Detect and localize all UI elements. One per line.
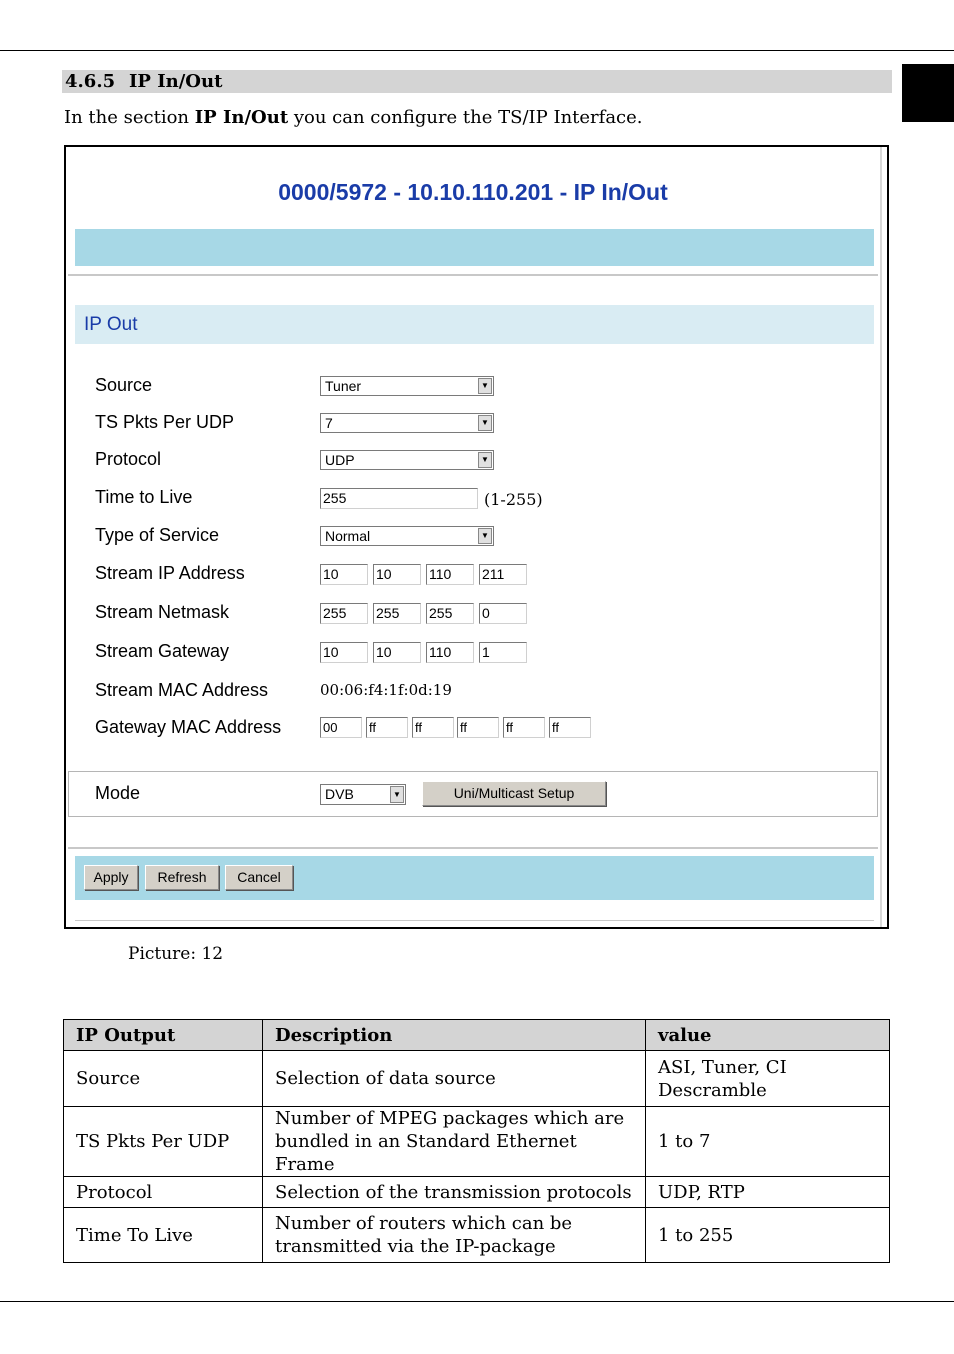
section-heading	[62, 70, 892, 93]
ip-output-table	[63, 1019, 890, 1263]
gateway-octet-3[interactable]: 110	[426, 642, 474, 663]
stream-ip-octet-4[interactable]: 211	[479, 564, 527, 585]
page-title: 0000/5972 - 10.10.110.201 - IP In/Out	[278, 179, 668, 205]
header-ip-output: IP Output	[64, 1020, 263, 1051]
intro-text-bold: IP In/Out	[194, 107, 289, 128]
value-line: UDP, RTP	[658, 1181, 745, 1203]
ts-pkts-select-value: 7	[325, 415, 333, 431]
row-name: Protocol	[64, 1177, 263, 1208]
stream-mac-value: 00:06:f4:1f:0d:19	[320, 681, 452, 699]
row-description	[263, 1107, 646, 1177]
header-bar	[75, 229, 874, 266]
refresh-button[interactable]: Refresh	[145, 865, 219, 890]
description-line: Number of MPEG packages which are	[275, 1108, 625, 1129]
table-row	[64, 1107, 890, 1177]
gateway-mac-part-5[interactable]: ff	[503, 717, 545, 738]
gateway-octet-2[interactable]: 10	[373, 642, 421, 663]
dropdown-arrow-icon: ▼	[478, 452, 492, 468]
stream-ip-octet-3[interactable]: 110	[426, 564, 474, 585]
row-description	[263, 1208, 646, 1263]
description-line: transmitted via the IP-package	[275, 1236, 556, 1257]
row-value	[646, 1177, 890, 1208]
stream-mac-label: Stream MAC Address	[95, 680, 269, 700]
netmask-octet-3[interactable]: 255	[426, 603, 474, 624]
row-description	[263, 1051, 646, 1107]
gateway-mac-part-3[interactable]: ff	[412, 717, 454, 738]
mode-select-value: DVB	[325, 786, 354, 802]
stream-ip-octet-2[interactable]: 10	[373, 564, 421, 585]
ip-inout-screenshot	[64, 145, 889, 929]
bottom-rule	[0, 1301, 954, 1302]
section-title: IP In/Out	[129, 71, 223, 92]
value-line: ASI, Tuner, CI	[658, 1056, 787, 1078]
mode-select[interactable]	[320, 784, 406, 805]
row-value	[646, 1107, 890, 1177]
dropdown-arrow-icon: ▼	[478, 528, 492, 544]
divider	[68, 274, 878, 276]
tos-select[interactable]	[320, 526, 494, 546]
uni-multicast-setup-button[interactable]: Uni/Multicast Setup	[422, 781, 606, 806]
gateway-label: Stream Gateway	[95, 641, 230, 661]
cancel-button[interactable]: Cancel	[225, 865, 293, 890]
protocol-select[interactable]	[320, 450, 494, 470]
gateway-mac-part-2[interactable]: ff	[366, 717, 408, 738]
apply-button[interactable]: Apply	[84, 865, 138, 890]
ts-pkts-label: TS Pkts Per UDP	[95, 412, 235, 432]
table-row	[64, 1208, 890, 1263]
stream-ip-label: Stream IP Address	[95, 563, 245, 583]
ts-pkts-select[interactable]	[320, 413, 494, 433]
gateway-mac-part-1[interactable]: 00	[320, 717, 362, 738]
description-line: Selection of the transmission protocols	[275, 1181, 632, 1203]
intro-text-after: you can configure the TS/IP Interface.	[288, 107, 643, 128]
dropdown-arrow-icon: ▼	[478, 378, 492, 394]
netmask-octet-2[interactable]: 255	[373, 603, 421, 624]
table-row	[64, 1051, 890, 1107]
divider	[68, 847, 878, 849]
ttl-range-hint: (1-255)	[484, 490, 543, 509]
frame-edge	[880, 147, 882, 927]
dropdown-arrow-icon: ▼	[390, 786, 404, 803]
section-number: 4.6.5	[65, 71, 116, 92]
source-select[interactable]	[320, 376, 494, 396]
row-description	[263, 1177, 646, 1208]
description-line: Number of routers which can be	[275, 1213, 573, 1234]
value-line: 1 to 7	[658, 1131, 711, 1152]
row-value	[646, 1051, 890, 1107]
source-select-value: Tuner	[325, 378, 362, 394]
header-value: value	[646, 1020, 890, 1051]
picture-caption: Picture: 12	[128, 944, 224, 964]
protocol-label: Protocol	[95, 449, 162, 469]
stream-ip-octet-1[interactable]: 10	[320, 564, 368, 585]
tos-select-value: Normal	[325, 528, 371, 544]
intro-paragraph	[64, 107, 643, 128]
top-rule	[0, 50, 954, 51]
gateway-mac-part-6[interactable]: ff	[549, 717, 591, 738]
dropdown-arrow-icon: ▼	[478, 415, 492, 431]
ttl-label: Time to Live	[95, 487, 193, 507]
gateway-octet-4[interactable]: 1	[479, 642, 527, 663]
gateway-mac-label: Gateway MAC Address	[95, 717, 282, 737]
netmask-label: Stream Netmask	[95, 602, 230, 622]
gateway-octet-1[interactable]: 10	[320, 642, 368, 663]
table-header-row	[64, 1020, 890, 1051]
table-row	[64, 1177, 890, 1208]
mode-label: Mode	[95, 783, 141, 803]
row-name: Source	[64, 1051, 263, 1107]
description-line: Selection of data source	[275, 1068, 496, 1089]
header-description: Description	[263, 1020, 646, 1051]
chapter-tab-marker	[902, 64, 954, 122]
source-label: Source	[95, 375, 153, 395]
divider	[75, 920, 874, 921]
row-value	[646, 1208, 890, 1263]
netmask-octet-1[interactable]: 255	[320, 603, 368, 624]
intro-text-before: In the section	[64, 107, 195, 128]
netmask-octet-4[interactable]: 0	[479, 603, 527, 624]
value-line: Descramble	[658, 1079, 767, 1101]
description-line: bundled in an Standard Ethernet Frame	[275, 1131, 577, 1175]
ip-out-section-header: IP Out	[75, 305, 874, 344]
value-line: 1 to 255	[658, 1224, 734, 1246]
ttl-input[interactable]: 255	[320, 488, 478, 509]
row-name: Time To Live	[64, 1208, 263, 1263]
tos-label: Type of Service	[95, 525, 220, 545]
row-name: TS Pkts Per UDP	[64, 1107, 263, 1177]
protocol-select-value: UDP	[325, 452, 355, 468]
gateway-mac-part-4[interactable]: ff	[457, 717, 499, 738]
